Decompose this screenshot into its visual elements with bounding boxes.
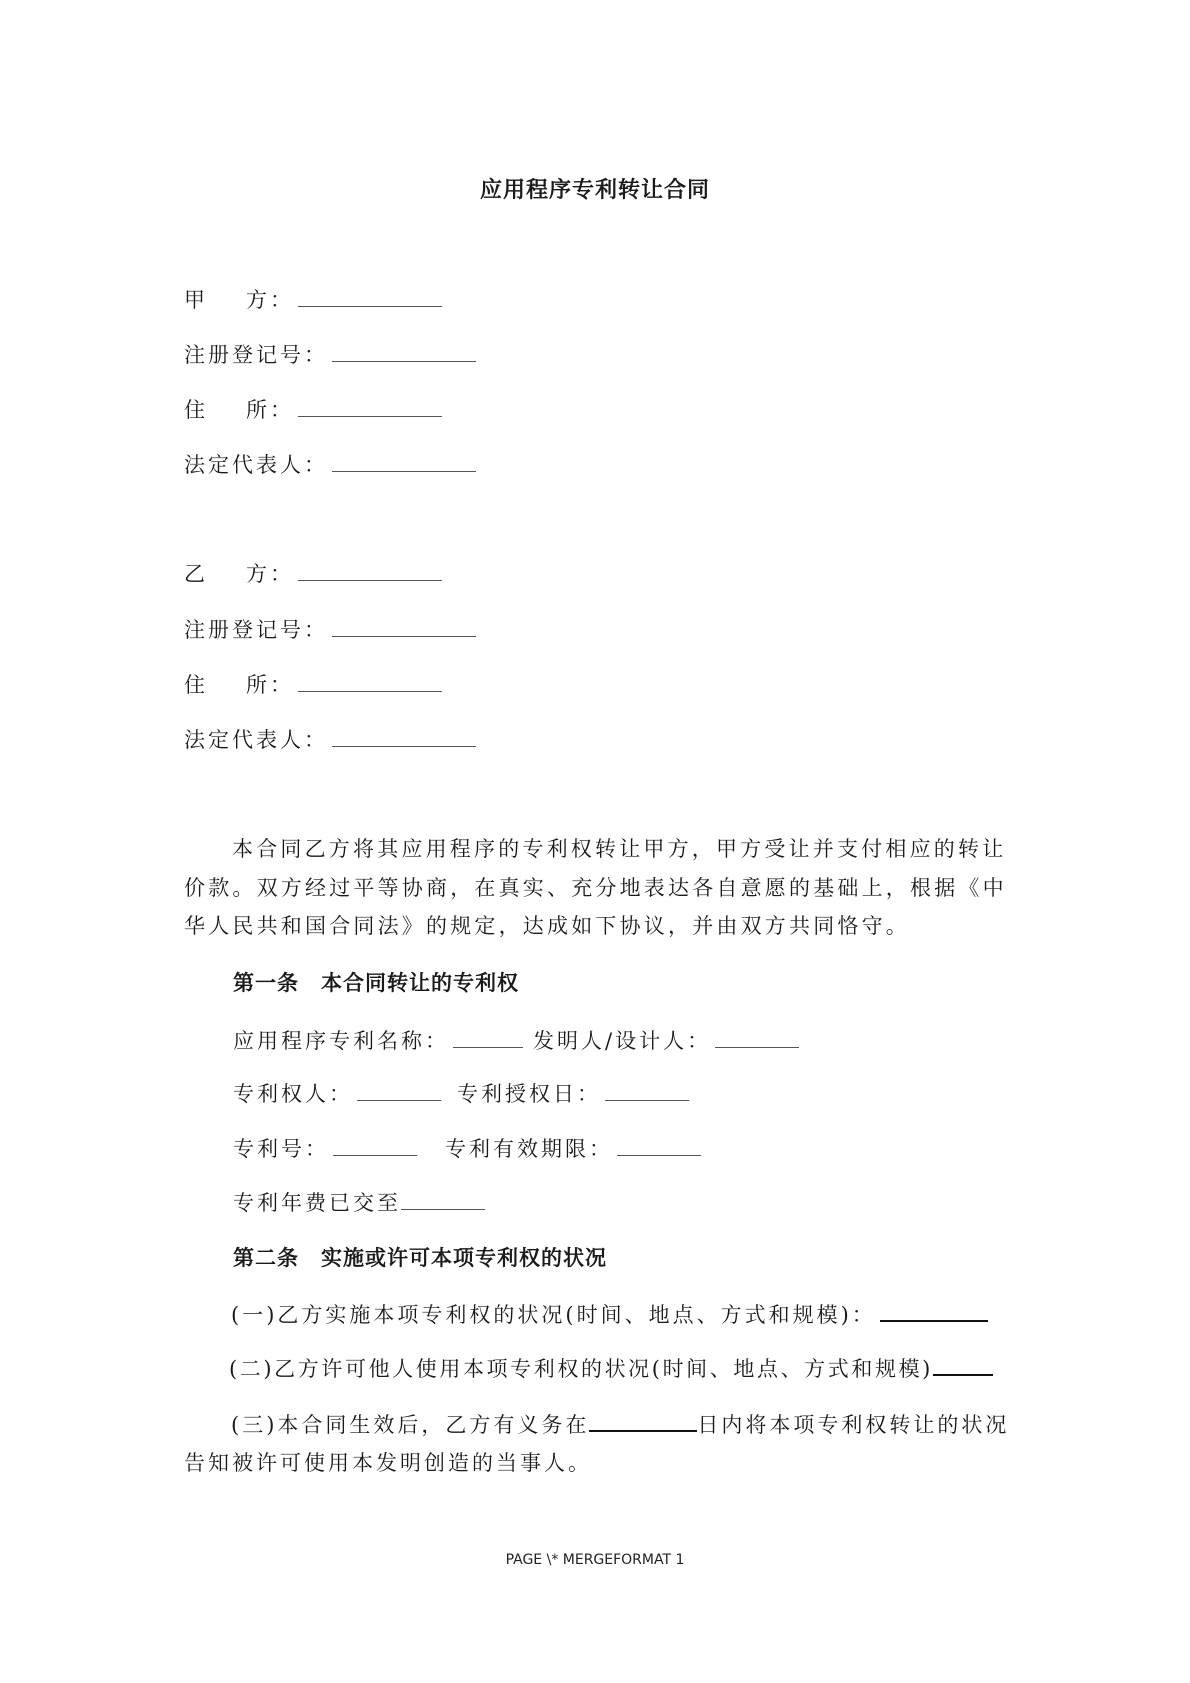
party-a-registration-row — [184, 341, 476, 369]
party-b-representative-blank[interactable] — [332, 726, 476, 747]
party-b-representative-label: 法定代表人： — [184, 728, 328, 752]
preamble-paragraph: 本合同乙方将其应用程序的专利权转让甲方，甲方受让并支付相应的转让价款。双方经过平等协商，在真实、充分地表达各自意愿的基础上，根据《中华人民共和国合同法》的规定，达成如下协议，并由双方共同恪守。 — [184, 837, 1007, 938]
item-3-text-part-1: (三)本合同生效后，乙方有义务在 — [231, 1413, 590, 1437]
party-a-address-blank[interactable] — [298, 396, 442, 417]
inventor-blank[interactable] — [715, 1027, 799, 1048]
article-2-item-1 — [231, 1300, 988, 1329]
patent-name-row — [233, 1027, 799, 1055]
party-b-registration-blank[interactable] — [332, 616, 476, 637]
page-footer-field: PAGE \* MERGEFORMAT 1 — [505, 1552, 685, 1568]
validity-period-label: 专利有效期限： — [445, 1137, 613, 1161]
party-b-address-row — [184, 671, 442, 699]
party-b-address-label: 住 — [184, 673, 208, 697]
article-2-heading: 第二条 实施或许可本项专利权的状况 — [233, 1245, 607, 1270]
document-title: 应用程序专利转让合同 — [479, 177, 710, 203]
party-a-address-label-suffix: 所： — [246, 398, 294, 422]
item-1-text: (一)乙方实施本项专利权的状况(时间、地点、方式和规模)： — [231, 1303, 876, 1327]
grant-date-blank[interactable] — [605, 1080, 689, 1101]
patent-number-blank[interactable] — [333, 1135, 417, 1156]
party-a-representative-blank[interactable] — [332, 451, 476, 472]
party-b-address-label-suffix: 所： — [246, 673, 294, 697]
inventor-label: 发明人/设计人： — [533, 1029, 712, 1053]
party-b-registration-label: 注册登记号： — [184, 618, 328, 642]
party-a-label: 甲 — [184, 288, 208, 312]
party-a-representative-label: 法定代表人： — [184, 453, 328, 477]
grant-date-label: 专利授权日： — [457, 1082, 601, 1106]
patentee-row — [233, 1080, 689, 1108]
annual-fee-blank[interactable] — [401, 1189, 485, 1210]
article-2-item-3 — [231, 1410, 1009, 1439]
party-b-label: 乙 — [184, 562, 208, 586]
patentee-blank[interactable] — [357, 1080, 441, 1101]
party-a-label-suffix: 方： — [246, 288, 294, 312]
item-3-days-blank[interactable] — [589, 1410, 697, 1432]
item-2-blank[interactable] — [933, 1354, 993, 1376]
validity-period-blank[interactable] — [617, 1135, 701, 1156]
article-1-heading: 第一条 本合同转让的专利权 — [233, 970, 519, 995]
patent-number-label: 专利号： — [233, 1137, 329, 1161]
party-a-name-blank[interactable] — [298, 286, 442, 307]
party-a-address-row — [184, 396, 442, 424]
annual-fee-row — [233, 1189, 485, 1217]
party-a-registration-label: 注册登记号： — [184, 343, 328, 367]
party-a-address-label: 住 — [184, 398, 208, 422]
party-b-name-blank[interactable] — [298, 560, 442, 581]
article-2-item-3-line-2: 告知被许可使用本发明创造的当事人。 — [184, 1451, 592, 1475]
party-b-registration-row — [184, 616, 476, 644]
annual-fee-label: 专利年费已交至 — [233, 1191, 401, 1215]
party-b-representative-row — [184, 726, 476, 754]
patent-name-blank[interactable] — [453, 1027, 523, 1048]
item-2-text: (二)乙方许可他人使用本项专利权的状况(时间、地点、方式和规模) — [229, 1357, 933, 1381]
patentee-label: 专利权人： — [233, 1082, 353, 1106]
item-3-text-part-2: 日内将本项专利权转让的状况 — [697, 1413, 1010, 1437]
item-1-blank[interactable] — [880, 1300, 988, 1322]
party-a-name-row — [184, 286, 442, 314]
party-b-name-row — [184, 560, 442, 588]
party-b-address-blank[interactable] — [298, 671, 442, 692]
article-2-item-2 — [229, 1354, 993, 1383]
party-a-registration-blank[interactable] — [332, 341, 476, 362]
party-b-label-suffix: 方： — [246, 562, 294, 586]
party-a-representative-row — [184, 451, 476, 479]
patent-number-row — [233, 1135, 701, 1163]
patent-name-label: 应用程序专利名称： — [233, 1029, 449, 1053]
